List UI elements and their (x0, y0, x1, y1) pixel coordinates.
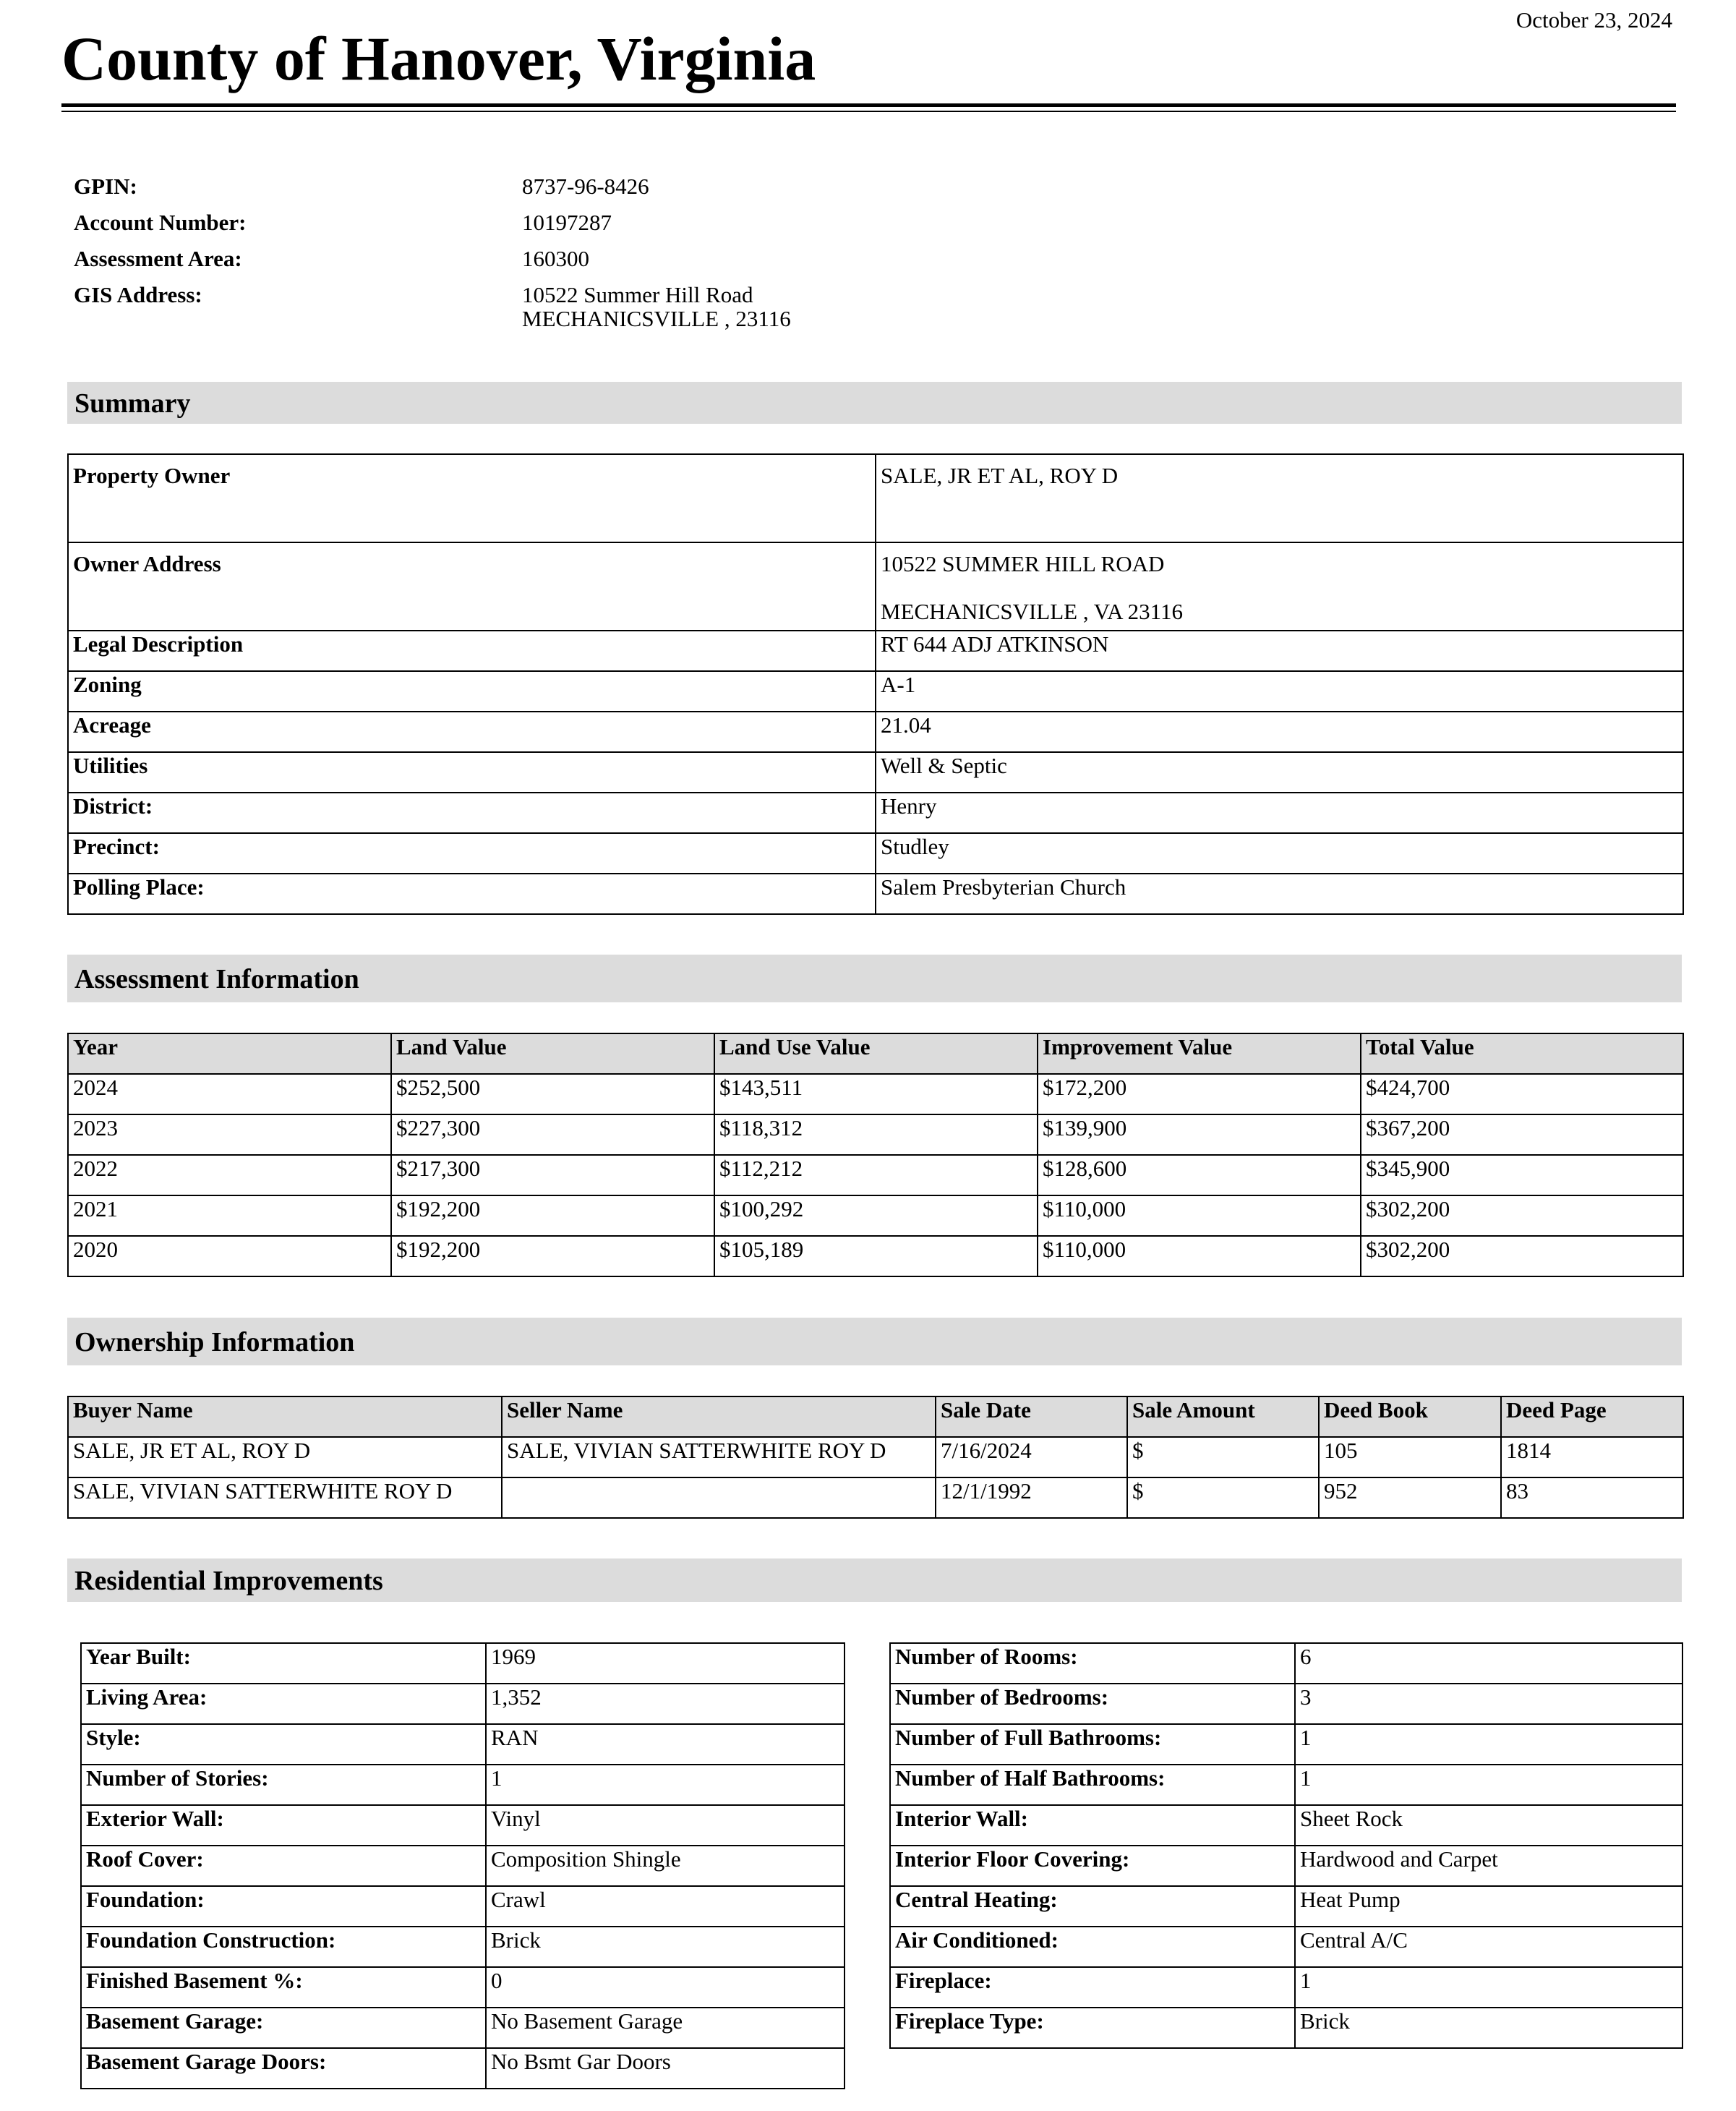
table-cell: 2021 (68, 1195, 391, 1236)
table-cell: 12/1/1992 (936, 1477, 1127, 1518)
residential-row (890, 1846, 1682, 1886)
gpin-value: 8737-96-8426 (522, 174, 649, 199)
table-cell: $110,000 (1038, 1195, 1361, 1236)
ownership-title: Ownership Information (74, 1327, 355, 1357)
table-cell: $143,511 (714, 1074, 1038, 1114)
residential-label: Roof Cover: (81, 1846, 486, 1886)
ownership-header-row (68, 1396, 1683, 1437)
account-label: Account Number: (74, 210, 247, 235)
residential-label: Exterior Wall: (81, 1805, 486, 1846)
residential-label: Living Area: (81, 1684, 486, 1724)
table-cell: $345,900 (1361, 1155, 1683, 1195)
summary-row (68, 752, 1683, 793)
table-cell: $139,900 (1038, 1114, 1361, 1155)
table-cell: $302,200 (1361, 1195, 1683, 1236)
summary-label: Acreage (68, 712, 876, 752)
residential-row (81, 1643, 845, 1684)
table-cell: SALE, VIVIAN SATTERWHITE ROY D (502, 1437, 936, 1477)
residential-label: Interior Floor Covering: (890, 1846, 1295, 1886)
residential-value: Composition Shingle (486, 1846, 845, 1886)
residential-row (81, 1927, 845, 1967)
residential-value: 0 (486, 1967, 845, 2008)
column-header: Total Value (1361, 1033, 1683, 1074)
summary-value: Studley (876, 833, 1683, 874)
column-header: Buyer Name (68, 1396, 502, 1437)
residential-value: Vinyl (486, 1805, 845, 1846)
table-row (68, 1074, 1683, 1114)
column-header: Sale Date (936, 1396, 1127, 1437)
residential-label: Central Heating: (890, 1886, 1295, 1927)
residential-value: Hardwood and Carpet (1295, 1846, 1682, 1886)
residential-label: Year Built: (81, 1643, 486, 1684)
area-value: 160300 (522, 246, 589, 271)
residential-value: Brick (1295, 2008, 1682, 2048)
summary-label: Polling Place: (68, 874, 876, 914)
table-cell: 7/16/2024 (936, 1437, 1127, 1477)
summary-label: Precinct: (68, 833, 876, 874)
table-cell: 83 (1501, 1477, 1683, 1518)
page-title: County of Hanover, Virginia (61, 24, 816, 93)
gis-label: GIS Address: (74, 282, 202, 307)
residential-row (890, 1805, 1682, 1846)
column-header: Sale Amount (1127, 1396, 1319, 1437)
summary-label: Utilities (68, 752, 876, 793)
assessment-title: Assessment Information (74, 964, 359, 994)
residential-label: Interior Wall: (890, 1805, 1295, 1846)
residential-value: Crawl (486, 1886, 845, 1927)
residential-row (890, 1643, 1682, 1684)
summary-value: RT 644 ADJ ATKINSON (876, 631, 1683, 671)
residential-value: 3 (1295, 1684, 1682, 1724)
residential-label: Number of Bedrooms: (890, 1684, 1295, 1724)
residential-row (890, 1765, 1682, 1805)
summary-row (68, 833, 1683, 874)
residential-value: Brick (486, 1927, 845, 1967)
residential-label: Number of Rooms: (890, 1643, 1295, 1684)
table-row (68, 1437, 1683, 1477)
table-cell: $112,212 (714, 1155, 1038, 1195)
assessment-table (67, 1033, 1684, 1277)
table-cell: $172,200 (1038, 1074, 1361, 1114)
column-header: Seller Name (502, 1396, 936, 1437)
summary-label: Legal Description (68, 631, 876, 671)
column-header: Land Value (391, 1033, 714, 1074)
table-cell: SALE, VIVIAN SATTERWHITE ROY D (68, 1477, 502, 1518)
residential-label: Style: (81, 1724, 486, 1765)
residential-label: Basement Garage Doors: (81, 2048, 486, 2089)
owner-address-line1: 10522 SUMMER HILL ROAD (881, 551, 1165, 576)
table-cell: $ (1127, 1437, 1319, 1477)
table-cell: $110,000 (1038, 1236, 1361, 1276)
table-cell: $367,200 (1361, 1114, 1683, 1155)
area-label: Assessment Area: (74, 246, 242, 271)
residential-row (81, 1967, 845, 2008)
column-header: Land Use Value (714, 1033, 1038, 1074)
residential-label: Fireplace Type: (890, 2008, 1295, 2048)
residential-value: Central A/C (1295, 1927, 1682, 1967)
residential-value: No Basement Garage (486, 2008, 845, 2048)
gis-line1: 10522 Summer Hill Road (522, 282, 753, 307)
column-header: Improvement Value (1038, 1033, 1361, 1074)
residential-label: Number of Full Bathrooms: (890, 1724, 1295, 1765)
table-cell: $ (1127, 1477, 1319, 1518)
table-row (68, 1155, 1683, 1195)
residential-left-table (80, 1642, 845, 2089)
residential-value: 6 (1295, 1643, 1682, 1684)
summary-row (68, 874, 1683, 914)
residential-row (81, 1805, 845, 1846)
table-cell: $128,600 (1038, 1155, 1361, 1195)
table-cell: $192,200 (391, 1195, 714, 1236)
summary-label: Property Owner (68, 454, 876, 542)
title-rule (61, 103, 1676, 107)
ownership-section-header (67, 1318, 1682, 1365)
summary-label: Owner Address (68, 542, 876, 631)
residential-row (890, 2008, 1682, 2048)
summary-table (67, 453, 1684, 915)
table-cell (502, 1477, 936, 1518)
residential-row (81, 2008, 845, 2048)
residential-label: Fireplace: (890, 1967, 1295, 2008)
residential-label: Finished Basement %: (81, 1967, 486, 2008)
residential-row (81, 1765, 845, 1805)
residential-label: Number of Stories: (81, 1765, 486, 1805)
residential-label: Number of Half Bathrooms: (890, 1765, 1295, 1805)
residential-row (81, 1846, 845, 1886)
residential-row (890, 1724, 1682, 1765)
gis-line2: MECHANICSVILLE , 23116 (522, 306, 791, 331)
residential-row (890, 1684, 1682, 1724)
residential-value: 1 (1295, 1765, 1682, 1805)
table-cell: $227,300 (391, 1114, 714, 1155)
table-cell: 2024 (68, 1074, 391, 1114)
table-cell: 105 (1319, 1437, 1501, 1477)
summary-value: A-1 (876, 671, 1683, 712)
summary-row (68, 712, 1683, 752)
table-row (68, 1195, 1683, 1236)
residential-row (890, 1886, 1682, 1927)
table-cell: 2020 (68, 1236, 391, 1276)
table-cell: $252,500 (391, 1074, 714, 1114)
assessment-section-header (67, 955, 1682, 1002)
account-value: 10197287 (522, 210, 612, 235)
residential-row (890, 1967, 1682, 2008)
title-rule-thin (61, 111, 1676, 112)
ownership-table (67, 1396, 1684, 1519)
table-row (68, 1236, 1683, 1276)
summary-title: Summary (74, 388, 191, 419)
summary-row (68, 542, 1683, 631)
summary-value: Well & Septic (876, 752, 1683, 793)
residential-section-header (67, 1558, 1682, 1602)
table-cell: SALE, JR ET AL, ROY D (68, 1437, 502, 1477)
summary-row (68, 454, 1683, 542)
residential-value: 1969 (486, 1643, 845, 1684)
column-header: Deed Book (1319, 1396, 1501, 1437)
assessment-header-row (68, 1033, 1683, 1074)
summary-value (876, 542, 1683, 631)
table-cell: $118,312 (714, 1114, 1038, 1155)
residential-label: Foundation Construction: (81, 1927, 486, 1967)
residential-row (81, 2048, 845, 2089)
summary-label: District: (68, 793, 876, 833)
residential-value: 1 (486, 1765, 845, 1805)
residential-label: Basement Garage: (81, 2008, 486, 2048)
column-header: Year (68, 1033, 391, 1074)
summary-row (68, 631, 1683, 671)
residential-value: 1 (1295, 1967, 1682, 2008)
gpin-label: GPIN: (74, 174, 137, 199)
report-date: October 23, 2024 (1515, 7, 1672, 33)
residential-value: Sheet Rock (1295, 1805, 1682, 1846)
residential-row (81, 1886, 845, 1927)
residential-row (81, 1684, 845, 1724)
table-row (68, 1114, 1683, 1155)
table-cell: 1814 (1501, 1437, 1683, 1477)
table-cell: $105,189 (714, 1236, 1038, 1276)
table-cell: $192,200 (391, 1236, 714, 1276)
residential-value: 1 (1295, 1724, 1682, 1765)
residential-value: No Bsmt Gar Doors (486, 2048, 845, 2089)
table-cell: 2023 (68, 1114, 391, 1155)
summary-value: SALE, JR ET AL, ROY D (876, 454, 1683, 542)
residential-label: Foundation: (81, 1886, 486, 1927)
summary-row (68, 671, 1683, 712)
summary-label: Zoning (68, 671, 876, 712)
summary-value: Henry (876, 793, 1683, 833)
summary-row (68, 793, 1683, 833)
residential-title: Residential Improvements (74, 1566, 383, 1596)
table-cell: 2022 (68, 1155, 391, 1195)
table-row (68, 1477, 1683, 1518)
column-header: Deed Page (1501, 1396, 1683, 1437)
residential-right-table (889, 1642, 1683, 2049)
table-cell: $302,200 (1361, 1236, 1683, 1276)
table-cell: $424,700 (1361, 1074, 1683, 1114)
summary-value: 21.04 (876, 712, 1683, 752)
residential-value: 1,352 (486, 1684, 845, 1724)
summary-value: Salem Presbyterian Church (876, 874, 1683, 914)
residential-label: Air Conditioned: (890, 1927, 1295, 1967)
table-cell: $100,292 (714, 1195, 1038, 1236)
residential-value: Heat Pump (1295, 1886, 1682, 1927)
summary-section-header (67, 382, 1682, 424)
table-cell: $217,300 (391, 1155, 714, 1195)
owner-address-line2: MECHANICSVILLE , VA 23116 (881, 599, 1183, 624)
table-cell: 952 (1319, 1477, 1501, 1518)
residential-value: RAN (486, 1724, 845, 1765)
residential-row (890, 1927, 1682, 1967)
residential-row (81, 1724, 845, 1765)
